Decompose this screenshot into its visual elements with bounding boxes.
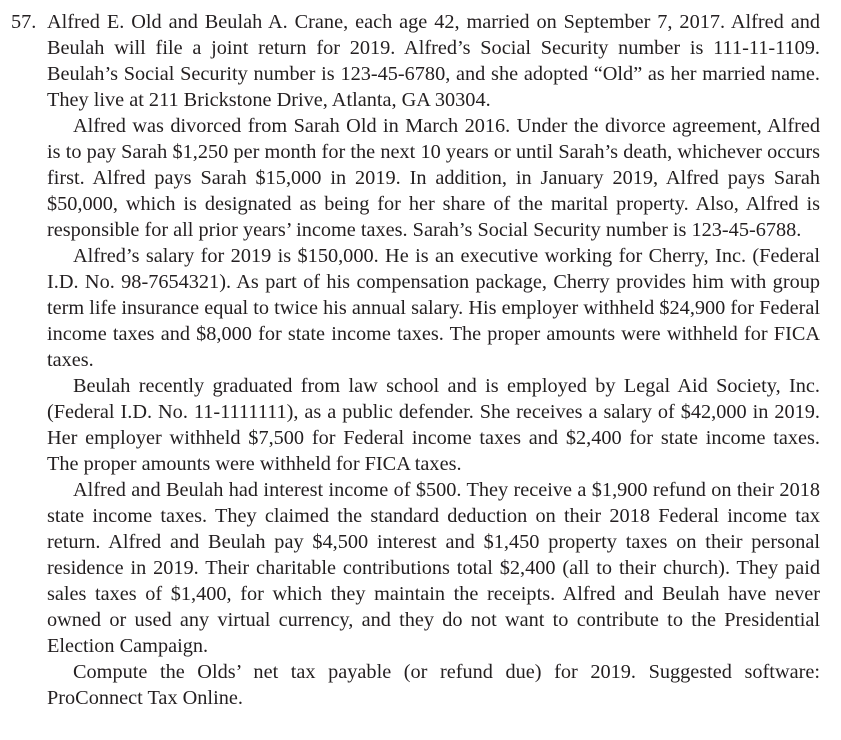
paragraph-alfred-salary: Alfred’s salary for 2019 is $150,000. He is an executive working for Cherry, Inc. (Federal I.D. No. 98-7654321). As part of his compensation package, Cherry provides him with group term life insurance equal to twice his annual salary. His employer withheld $24,900 for Federal income taxes and $8,000 for state income taxes. The proper amounts were withheld for FICA taxes. xyxy=(47,245,820,371)
paragraph-deductions: Alfred and Beulah had interest income of $500. They receive a $1,900 refund on their 2018 state income taxes. They claimed the standard deduction on their 2018 Federal income tax return. Alfred and Beulah pay $4,500 interest and $1,450 property taxes on their personal residence in 2019. Their charitable contributions total $2,400 (all to their church). They paid sales taxes of $1,400, for which they maintain the receipts. Alfred and Beulah have never owned or used any virtual currency, and they do not want to contribute to the Presidential Election Campaign. xyxy=(47,479,820,657)
paragraph-taxpayer-info: Alfred E. Old and Beulah A. Crane, each age 42, married on September 7, 2017. Alfred and Beulah will file a joint return for 2019. Alfred’s Social Security number is 111-11-1109. Beulah’s Social Security number is 123-45-6780, and she adopted “Old” as her married name. They live at 211 Brickstone Drive, Atlanta, GA 30304. xyxy=(47,11,820,111)
paragraph-beulah-salary: Beulah recently graduated from law school and is employed by Legal Aid Society, Inc. (Federal I.D. No. 11-1111111), as a public defender. She receives a salary of $42,000 in 2019. Her employer withheld $7,500 for Federal income taxes and $2,400 for state income taxes. The proper amounts were withheld for FICA taxes. xyxy=(47,375,820,475)
paragraph-divorce-agreement: Alfred was divorced from Sarah Old in March 2016. Under the divorce agreement, Alfred is to pay Sarah $1,250 per month for the next 10 years or until Sarah’s death, whichever occurs first. Alfred pays Sarah $15,000 in 2019. In addition, in January 2019, Alfred pays Sarah $50,000, which is designated as being for her share of the marital property. Also, Alfred is responsible for all prior years’ income taxes. Sarah’s Social Security number is 123-45-6788. xyxy=(47,115,820,241)
problem-number: 57. xyxy=(11,11,37,33)
paragraph-requirement: Compute the Olds’ net tax payable (or refund due) for 2019. Suggested software: ProConnect Tax Online. xyxy=(47,661,820,709)
problem-text xyxy=(47,9,820,711)
